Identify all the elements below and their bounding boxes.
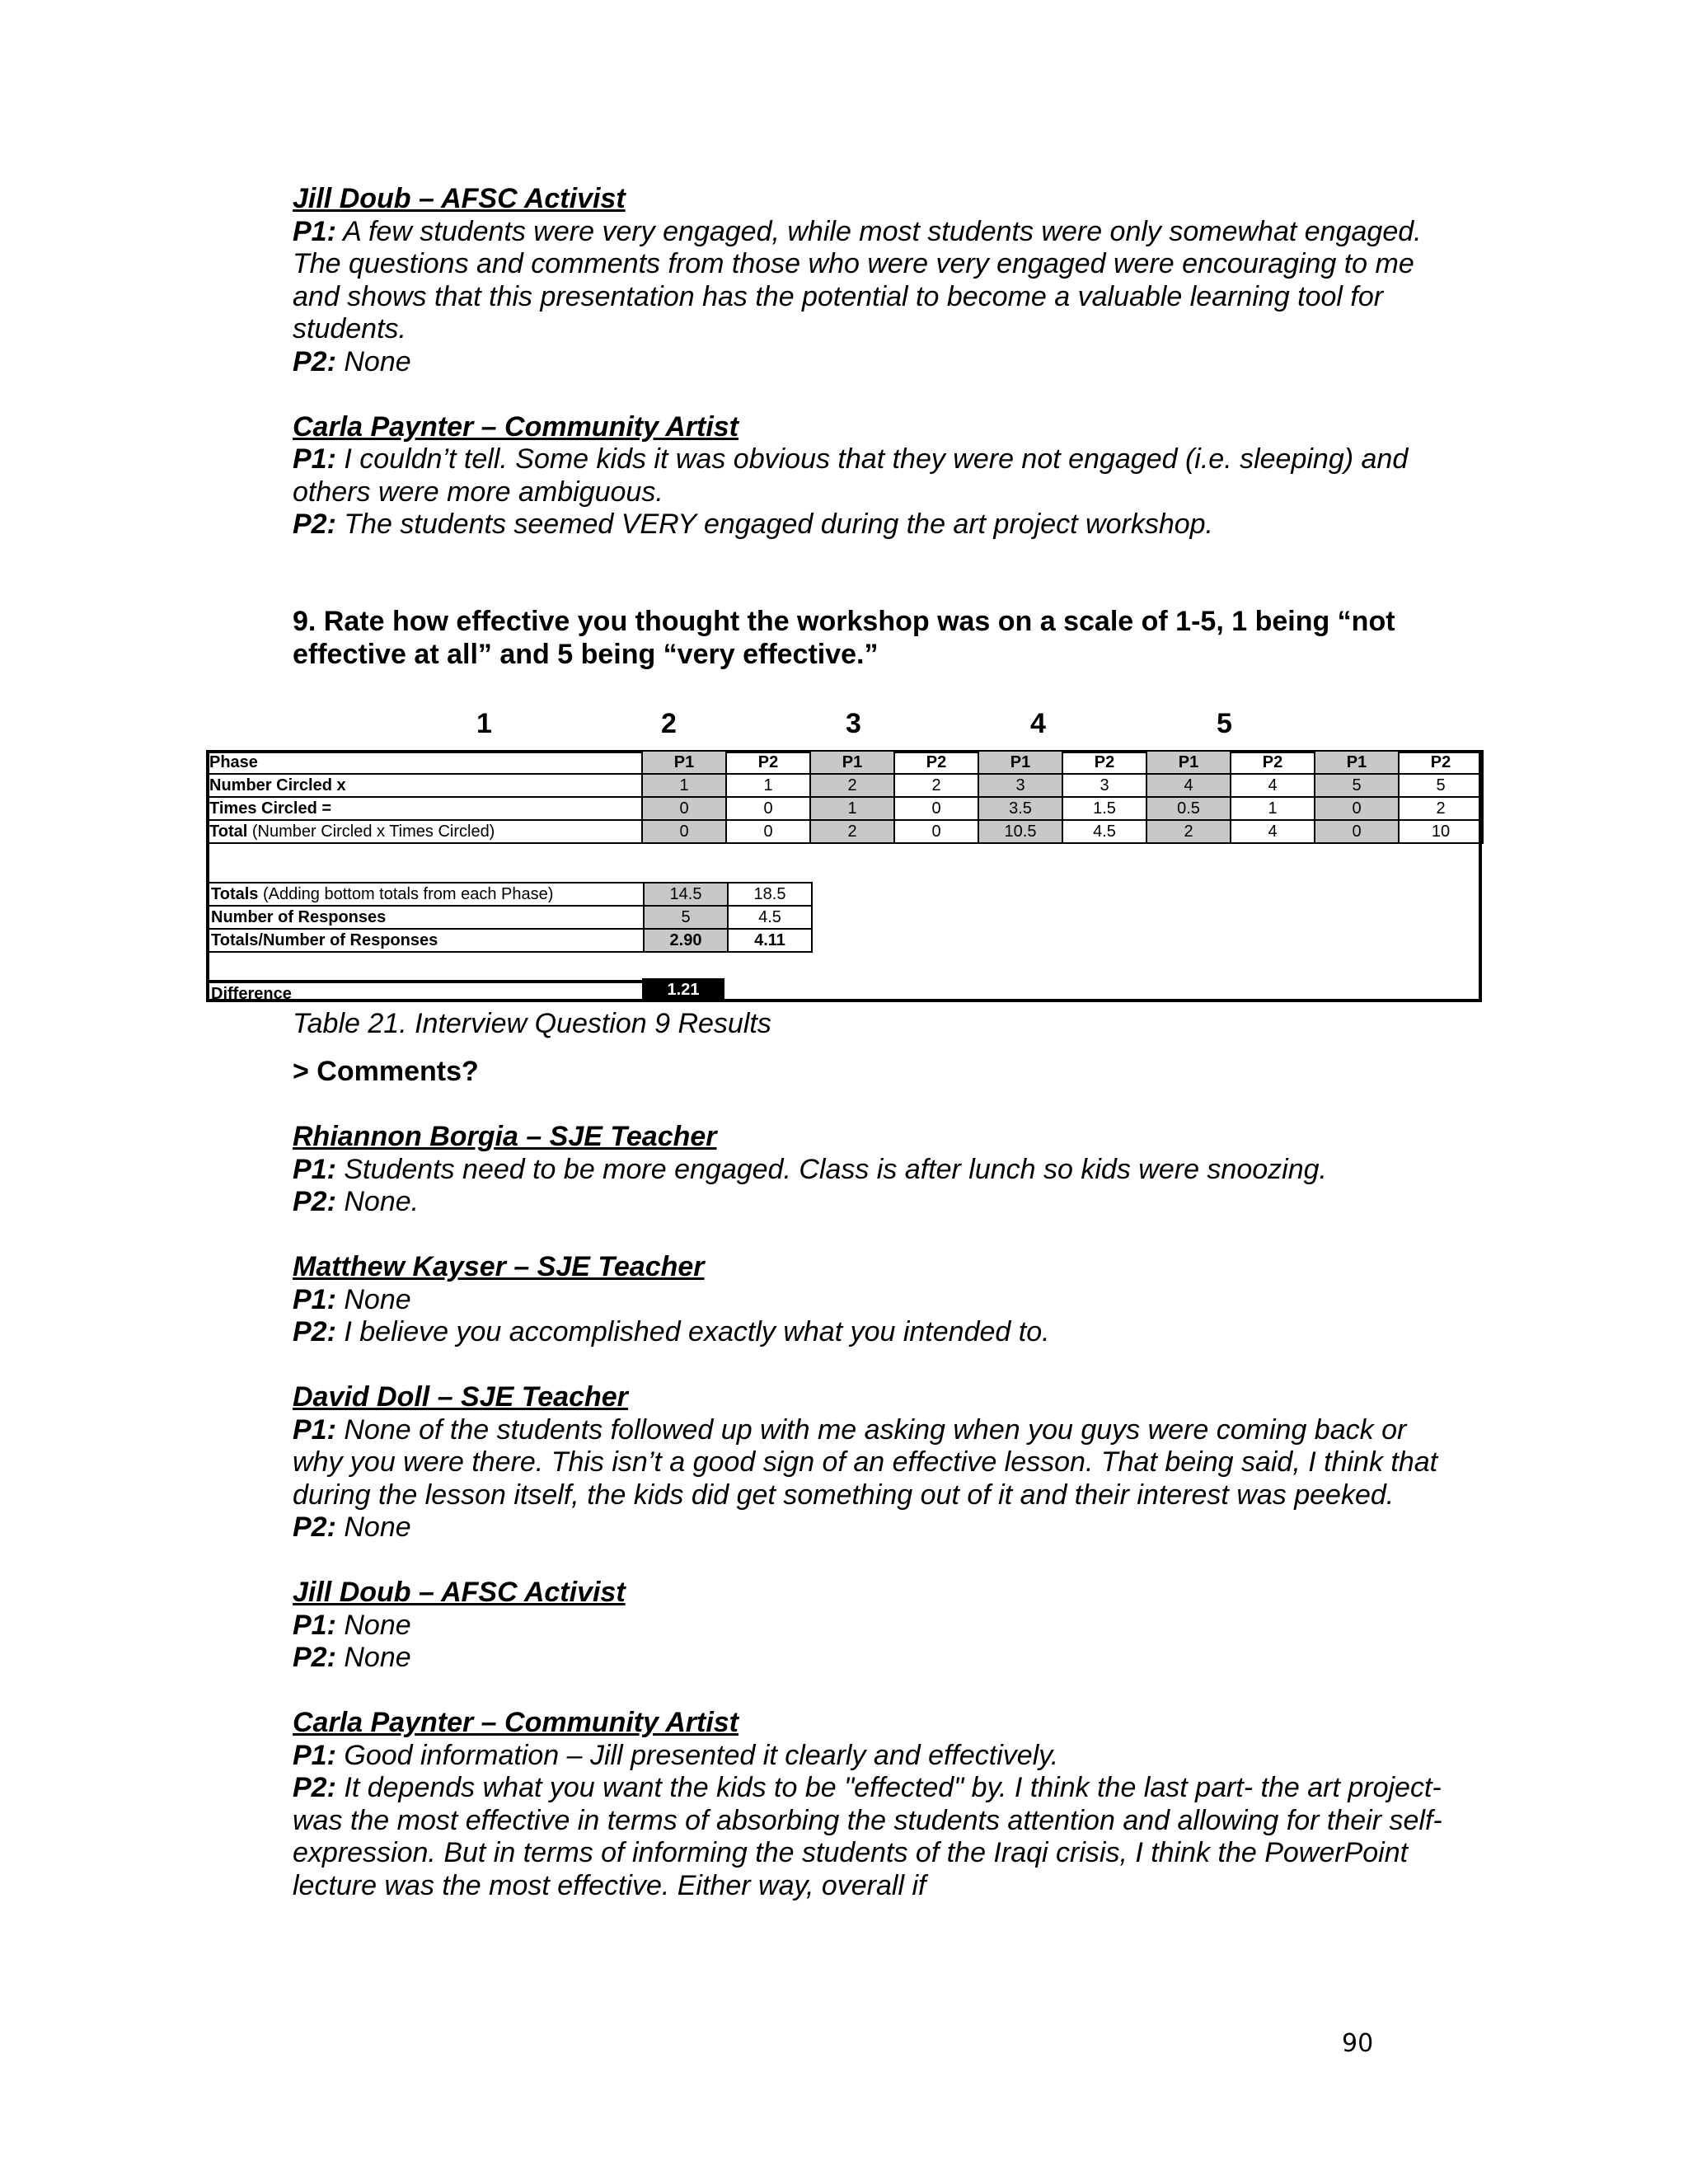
table-cell: 5 bbox=[644, 906, 728, 929]
scale-label: 2 bbox=[661, 708, 677, 739]
p1-label: P1: bbox=[293, 215, 336, 247]
row-label-rest: (Adding bottom totals from each Phase) bbox=[258, 885, 554, 903]
p1-label: P1: bbox=[293, 1739, 336, 1771]
p2-text: The students seemed VERY engaged during the art project workshop. bbox=[344, 509, 1214, 540]
table-caption: Table 21. Interview Question 9 Results bbox=[293, 1008, 771, 1039]
top-comments bbox=[293, 183, 1447, 541]
table-cell: 0 bbox=[642, 820, 726, 843]
p2-label: P2: bbox=[293, 1186, 336, 1217]
respondent-name: Carla Paynter – Community Artist bbox=[293, 410, 738, 443]
table-cell: 10.5 bbox=[978, 820, 1062, 843]
p2-response bbox=[293, 509, 1447, 541]
p2-text: None bbox=[344, 1511, 411, 1543]
row-label: Number Circled x bbox=[207, 774, 642, 797]
number-circled-row bbox=[207, 774, 1483, 797]
p1-response bbox=[293, 216, 1447, 346]
page-number: 90 bbox=[1342, 2029, 1374, 2058]
totals-row bbox=[209, 883, 812, 906]
table-cell: 1.5 bbox=[1062, 797, 1146, 820]
phase-cell: P1 bbox=[810, 751, 894, 774]
p1-response bbox=[293, 443, 1447, 509]
table-cell: 0 bbox=[894, 820, 978, 843]
respondent-name: Jill Doub – AFSC Activist bbox=[293, 183, 626, 214]
responses-row bbox=[209, 906, 812, 929]
table-cell: 14.5 bbox=[644, 883, 728, 906]
row-label: Number of Responses bbox=[209, 906, 644, 929]
p1-label: P1: bbox=[293, 1283, 336, 1315]
respondent-name: Jill Doub – AFSC Activist bbox=[293, 1577, 626, 1608]
table-cell: 0 bbox=[726, 797, 810, 820]
row-label bbox=[209, 883, 644, 906]
table-cell: 10 bbox=[1399, 820, 1483, 843]
phase-cell: P1 bbox=[1146, 751, 1231, 774]
scale-label: 4 bbox=[1030, 708, 1046, 739]
p1-text: None of the students followed up with me asking when you guys were coming back or why you were there. This isn’t a good sign of an effective lesson. That being said, I think that during the lesson itself, the kids did get something out of it and their interest was peeked. bbox=[293, 1413, 1438, 1511]
table-cell: 4 bbox=[1146, 774, 1231, 797]
phase-cell: P1 bbox=[1315, 751, 1399, 774]
table-cell: 1 bbox=[810, 797, 894, 820]
table-cell: 2 bbox=[810, 820, 894, 843]
table-cell: 2 bbox=[1399, 797, 1483, 820]
p1-response bbox=[293, 1610, 1447, 1643]
phase-cell: P2 bbox=[894, 751, 978, 774]
scale-label: 1 bbox=[476, 708, 492, 739]
question-heading: 9. Rate how effective you thought the workshop was on a scale of 1-5, 1 being “not effective at all” and 5 being “very effective.” bbox=[293, 606, 1395, 670]
p2-text: None. bbox=[344, 1186, 420, 1217]
p2-label: P2: bbox=[293, 509, 336, 540]
p2-response bbox=[293, 346, 1447, 379]
phase-row bbox=[207, 751, 1483, 774]
respondent-name: Rhiannon Borgia – SJE Teacher bbox=[293, 1121, 717, 1152]
table-cell: 4.5 bbox=[1062, 820, 1146, 843]
table-cell: 0.5 bbox=[1146, 797, 1231, 820]
respondent-name: Carla Paynter – Community Artist bbox=[293, 1707, 738, 1738]
p1-text: None bbox=[344, 1283, 411, 1315]
p2-response bbox=[293, 1316, 1447, 1349]
row-label: Phase bbox=[207, 751, 642, 774]
summary-table bbox=[208, 882, 813, 953]
row-label-bold: Total bbox=[209, 823, 248, 841]
table-cell: 3 bbox=[1062, 774, 1146, 797]
table-cell: 18.5 bbox=[728, 883, 812, 906]
respondent-name: David Doll – SJE Teacher bbox=[293, 1381, 628, 1413]
table-cell: 2 bbox=[894, 774, 978, 797]
p1-text: Good information – Jill presented it clearly and effectively. bbox=[344, 1739, 1059, 1771]
p2-response bbox=[293, 1772, 1447, 1902]
p1-label: P1: bbox=[293, 1609, 336, 1641]
table-cell: 4.5 bbox=[728, 906, 812, 929]
difference-label: Difference bbox=[209, 980, 642, 1001]
p2-text: It depends what you want the kids to be "effected" by. I think the last part- the art project- was the most effective in terms of absorbing the students attention and allowing for their self-expression. But in terms of informing the students of the Iraqi crisis, I think the PowerPoint lecture was the most effective. Either way, overall if bbox=[293, 1772, 1442, 1901]
p1-label: P1: bbox=[293, 1413, 336, 1446]
p2-label: P2: bbox=[293, 345, 336, 377]
p2-response bbox=[293, 1186, 1447, 1219]
table-cell: 1 bbox=[1231, 797, 1315, 820]
p2-response bbox=[293, 1642, 1447, 1675]
p2-label: P2: bbox=[293, 1642, 336, 1673]
p1-label: P1: bbox=[293, 1153, 336, 1185]
table-cell: 1 bbox=[726, 774, 810, 797]
p2-label: P2: bbox=[293, 1772, 336, 1803]
row-label: Totals/Number of Responses bbox=[209, 929, 644, 952]
scale-label: 3 bbox=[846, 708, 861, 739]
p1-response bbox=[293, 1154, 1447, 1187]
p1-text: I couldn’t tell. Some kids it was obvious that they were not engaged (i.e. sleeping) and others were more ambiguous. bbox=[293, 443, 1409, 508]
table-cell: 0 bbox=[1315, 797, 1399, 820]
p2-label: P2: bbox=[293, 1316, 336, 1347]
times-circled-row bbox=[207, 797, 1483, 820]
table-cell: 1 bbox=[642, 774, 726, 797]
p1-response bbox=[293, 1414, 1447, 1512]
phase-cell: P2 bbox=[1062, 751, 1146, 774]
row-label-rest: (Number Circled x Times Circled) bbox=[247, 823, 495, 841]
table-cell: 2 bbox=[1146, 820, 1231, 843]
p2-response bbox=[293, 1511, 1447, 1544]
phase-cell: P1 bbox=[642, 751, 726, 774]
p2-label: P2: bbox=[293, 1511, 336, 1543]
p2-text: None bbox=[344, 345, 411, 377]
respondent-name: Matthew Kayser – SJE Teacher bbox=[293, 1251, 705, 1282]
difference-value: 1.21 bbox=[642, 978, 724, 1002]
row-label-bold: Totals bbox=[211, 885, 259, 903]
p1-text: None bbox=[344, 1609, 411, 1641]
bottom-comments bbox=[293, 1121, 1447, 1902]
phase-cell: P2 bbox=[1231, 751, 1315, 774]
table-cell: 5 bbox=[1315, 774, 1399, 797]
table-cell: 2 bbox=[810, 774, 894, 797]
table-cell: 0 bbox=[1315, 820, 1399, 843]
p1-response bbox=[293, 1740, 1447, 1773]
table-cell: 4 bbox=[1231, 820, 1315, 843]
p1-text: Students need to be more engaged. Class is after lunch so kids were snoozing. bbox=[344, 1153, 1327, 1185]
p1-text: A few students were very engaged, while most students were only somewhat engaged. The questions and comments from those who were very engaged were encouraging to me and shows that this presentation has the potential to become a valuable learning tool for students. bbox=[293, 215, 1422, 344]
p2-text: None bbox=[344, 1642, 411, 1673]
table-cell: 0 bbox=[726, 820, 810, 843]
ratio-row bbox=[209, 929, 812, 952]
total-row bbox=[207, 820, 1483, 843]
table-cell: 0 bbox=[894, 797, 978, 820]
table-cell: 0 bbox=[642, 797, 726, 820]
table-cell: 5 bbox=[1399, 774, 1483, 797]
phase-cell: P2 bbox=[1399, 751, 1483, 774]
row-label: Times Circled = bbox=[207, 797, 642, 820]
row-label bbox=[207, 820, 642, 843]
p2-text: I believe you accomplished exactly what you intended to. bbox=[344, 1316, 1050, 1347]
table-cell: 3 bbox=[978, 774, 1062, 797]
comments-heading: > Comments? bbox=[293, 1056, 479, 1087]
p1-label: P1: bbox=[293, 443, 336, 475]
table-cell: 2.90 bbox=[644, 929, 728, 952]
phase-cell: P2 bbox=[726, 751, 810, 774]
phase-cell: P1 bbox=[978, 751, 1062, 774]
p1-response bbox=[293, 1284, 1447, 1317]
results-table bbox=[206, 750, 1484, 844]
table-cell: 4.11 bbox=[728, 929, 812, 952]
scale-label: 5 bbox=[1217, 708, 1232, 739]
table-cell: 3.5 bbox=[978, 797, 1062, 820]
table-cell: 4 bbox=[1231, 774, 1315, 797]
